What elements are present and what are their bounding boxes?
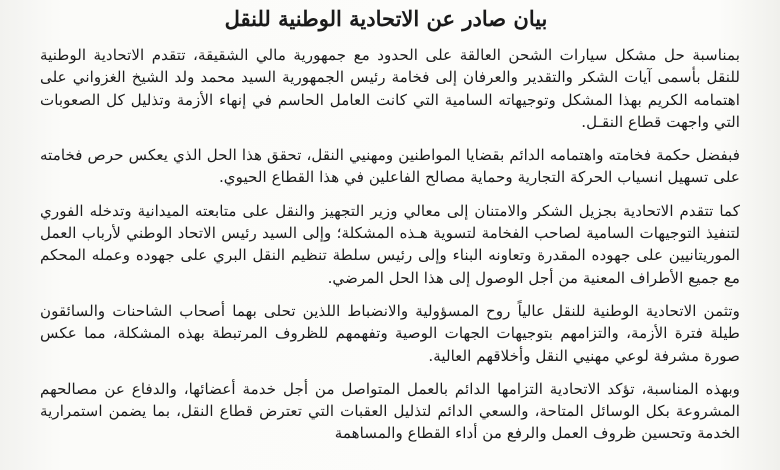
paragraph-3: كما تتقدم الاتحادية بجزيل الشكر والامتنان إلى معالي وزير التجهيز والنقل على متابعته الميدانية وتدخله الفوري لتنفيذ التوجيهات السامية لصاحب الفخامة لتسوية هـذه المشكلة؛ وإلى السيد رئيس الاتحاد الوطني لأرباب العمل الموريتانيين على جهوده المقدرة وتعاونه البناء وإلى رئيس سلطة تنظيم النقل البري على جهوده وعمله المحكم مع جميع الأطراف المعنية من أجل الوصول إلى هذا الحل المرضي. (40, 201, 740, 287)
page-title: بيان صادر عن الاتحادية الوطنية للنقل (224, 6, 548, 31)
statement-body (40, 6, 740, 456)
paragraph-4: وتثمن الاتحادية الوطنية للنقل عالياً روح المسؤولية والانضباط اللذين تحلى بهما أصحاب الشاحنات والسائقون طيلة فترة الأزمة، والتزامهم بتوجيهات الجهات الوصية وتفهمهم للظروف المرتبطة بهذه المشكلة، مما عكس صورة مشرفة لوعي مهنيي النقل وأخلاقهم العالية. (40, 301, 740, 365)
paragraph-1: بمناسبة حل مشكل سيارات الشحن العالقة على الحدود مع جمهورية مالي الشقيقة، تتقدم الاتحادية الوطنية للنقل بأسمى آيات الشكر والتقدير والعرفان إلى فخامة رئيس الجمهورية السيد محمد ولد الشيخ الغزواني على اهتمامه الكريم بهذا المشكل وتوجيهاته السامية التي كانت العامل الحاسم في إنهاء الأزمة وتذليل كل الصعوبات التي واجهت قطاع النقـل. (40, 46, 740, 131)
paragraph-2: فبفضل حكمة فخامته واهتمامه الدائم بقضايا المواطنين ومهنيي النقل، تحقق هذا الحل الذي يعكس حرص فخامته على تسهيل انسياب الحركة التجارية وحماية مصالح الفاعلين في هذا القطاع الحيوي. (40, 146, 740, 187)
paragraph-5: وبهذه المناسبة، تؤكد الاتحادية التزامها الدائم بالعمل المتواصل من أجل خدمة أعضائها، والدفاع عن مصالحهم المشروعة بكل الوسائل المتاحة، والسعي الدائم لتذليل العقبات التي تعترض قطاع النقل، بما يضمن استمرارية الخدمة وتحسين ظروف العمل والرفع من أداء القطاع والمساهمة (40, 379, 740, 443)
